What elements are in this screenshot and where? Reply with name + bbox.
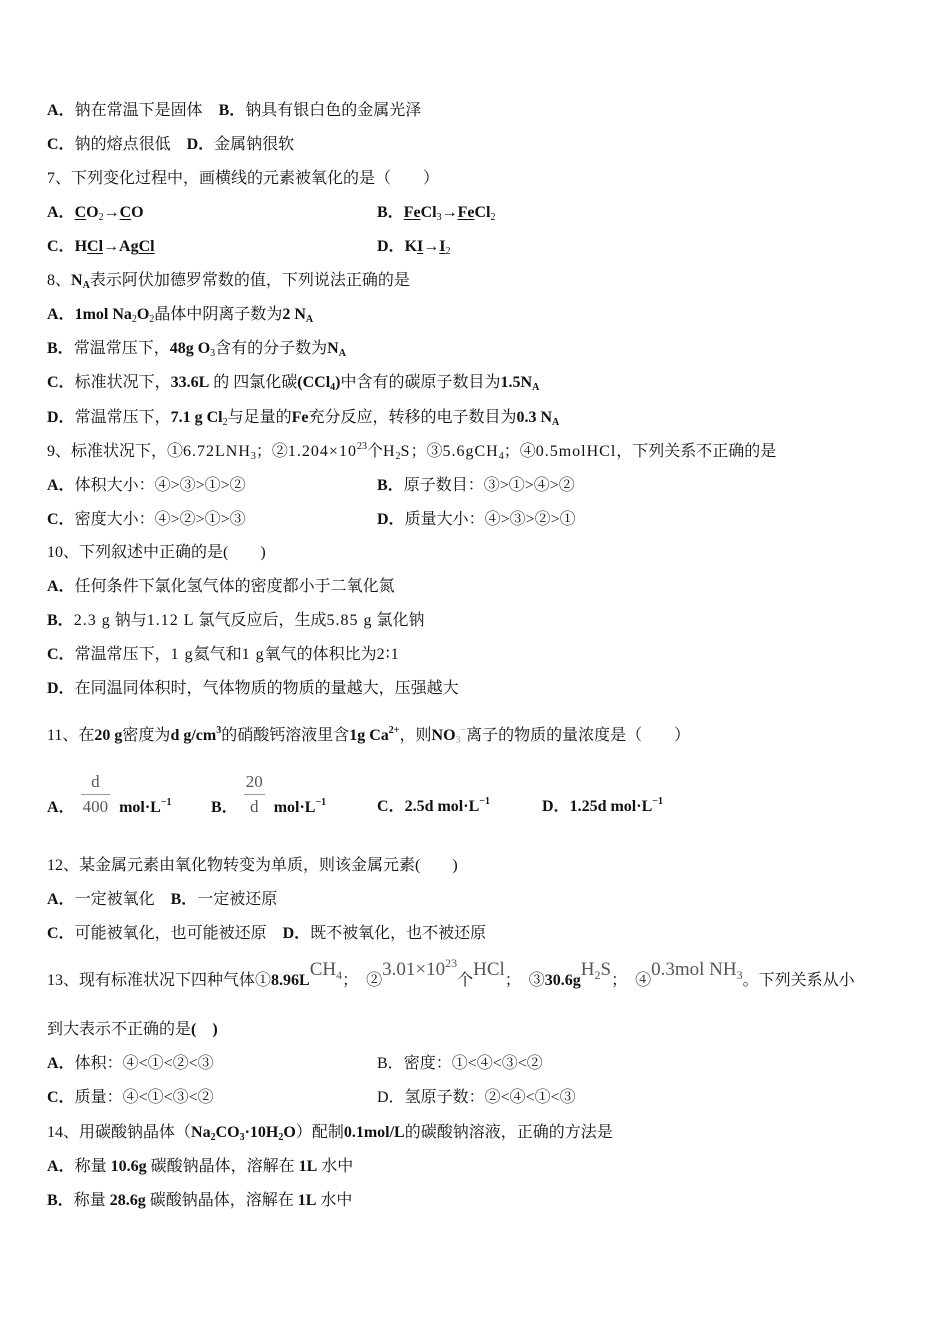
text-run: 6.72LNH xyxy=(183,443,251,460)
underlined-symbol: C xyxy=(74,204,87,221)
q8-option-c xyxy=(47,372,539,394)
text-run: 水中 xyxy=(317,1158,354,1175)
text-run: 2.3 g xyxy=(73,612,111,629)
text-run: B． xyxy=(218,102,246,119)
text-run: Fe xyxy=(291,409,309,426)
text-run: 2 N xyxy=(282,306,306,323)
text-run: D． xyxy=(542,798,570,815)
text-run: (CCl xyxy=(297,374,331,391)
text-run: 1mol Na xyxy=(74,306,132,323)
q7-option-a xyxy=(47,202,144,224)
superscript: 23 xyxy=(356,441,367,452)
text-run: 表示阿伏加德罗常数的值，下列说法正确的是 xyxy=(89,272,410,289)
text-run: A． xyxy=(47,1158,75,1175)
text-run: ( ) xyxy=(191,1021,218,1038)
text-run: O xyxy=(86,204,99,221)
text-run: C． xyxy=(47,136,75,153)
text-run: Cl xyxy=(474,204,491,221)
text-run: 常温常压下， xyxy=(74,409,171,426)
text-run: B． xyxy=(377,1055,404,1072)
formula-text: 3.01×10 xyxy=(382,959,446,980)
text-run: ) xyxy=(335,374,341,391)
q13-option-a xyxy=(47,1053,214,1075)
text-run: K xyxy=(404,238,418,255)
text-run: 8、 xyxy=(47,272,72,289)
text-run: 常温常压下， xyxy=(73,340,170,357)
text-run: 氦气和 xyxy=(193,646,242,663)
text-run: D． xyxy=(377,1089,405,1106)
subscript: 3 xyxy=(250,451,256,462)
q11-option-c xyxy=(377,796,490,818)
underlined-symbol: I xyxy=(417,238,424,255)
text-run: 。下列关系从小 xyxy=(742,972,855,989)
text-run: C． xyxy=(377,798,405,815)
q13-option-d xyxy=(377,1087,576,1109)
formula-text: H xyxy=(580,959,595,980)
text-run: 8.96L xyxy=(271,972,310,989)
text-run: 11、在 xyxy=(47,727,95,744)
text-run: H xyxy=(74,238,88,255)
formula-text: HCl xyxy=(473,959,505,980)
q7-stem xyxy=(47,168,439,190)
text-run: 氧气的体积比为 xyxy=(264,646,377,663)
q14-option-a xyxy=(47,1156,353,1178)
text-run: B． xyxy=(47,612,74,629)
text-run: A． xyxy=(47,1055,75,1072)
text-run: 2.5d mol·L xyxy=(404,798,480,815)
text-run: 个 xyxy=(366,443,383,460)
q10-stem xyxy=(47,542,266,564)
text-run: mol·L xyxy=(269,799,316,816)
subscript: A xyxy=(338,348,346,359)
text-run: → xyxy=(423,238,440,255)
text-run: C． xyxy=(47,646,75,663)
text-run: D． xyxy=(377,238,405,255)
text-run: → xyxy=(103,238,120,255)
text-run: D． xyxy=(377,511,405,528)
q8-option-d xyxy=(47,407,559,429)
text-run: S xyxy=(400,443,411,460)
text-run: ·10H xyxy=(244,1124,279,1141)
text-run: 体积大小：④>③>①>② xyxy=(74,477,246,494)
text-run: A． xyxy=(47,477,75,494)
text-run: 的碳酸钠溶液，正确的方法是 xyxy=(404,1124,613,1141)
text-run: → xyxy=(441,204,458,221)
text-run: 5.85 g xyxy=(326,612,373,629)
text-run: 密度为 xyxy=(122,727,171,744)
q12-stem xyxy=(47,855,458,877)
text-run: 0.3 N xyxy=(516,409,553,426)
text-run: 9、标准状况下，① xyxy=(47,443,184,460)
q10-option-b xyxy=(47,610,425,632)
q12-options-cd xyxy=(47,923,486,945)
subscript: A xyxy=(305,314,314,325)
text-run: 7.1 g Cl xyxy=(170,409,223,426)
text-run: C． xyxy=(47,238,75,255)
text-run: mol·L xyxy=(115,799,161,816)
subscript: A xyxy=(552,417,560,428)
text-run: 水中 xyxy=(316,1192,353,1209)
superscript: − xyxy=(460,725,467,736)
text-run: d g/cm xyxy=(170,727,217,744)
q11-option-a xyxy=(47,770,172,819)
text-run: 在同温同体积时，气体物质的物质的量越大，压强越大 xyxy=(74,680,459,697)
fraction xyxy=(244,770,265,819)
text-run: NO xyxy=(431,727,456,744)
formula-text: 0.3mol NH xyxy=(651,959,737,980)
text-run: B． xyxy=(170,891,198,908)
text-run: 10、下列叙述中正确的是( ) xyxy=(47,544,266,561)
text-run: A． xyxy=(47,306,75,323)
subscript: 2 xyxy=(395,451,401,462)
q11-option-d xyxy=(542,796,663,818)
q13-option-b xyxy=(377,1053,543,1075)
text-run: 称量 xyxy=(73,1192,110,1209)
underlined-symbol: Cl xyxy=(138,238,155,255)
subscript: A xyxy=(82,280,90,291)
subscript: 2 xyxy=(98,212,104,223)
text-run: 钠的熔点很低 xyxy=(74,136,187,153)
superscript: −1 xyxy=(479,796,490,807)
underlined-symbol: I xyxy=(439,238,446,255)
q7-option-d xyxy=(377,236,450,258)
text-run: B． xyxy=(377,477,404,494)
subscript: A xyxy=(532,382,540,393)
text-run: 13、现有标准状况下四种气体① xyxy=(47,972,272,989)
text-run: N xyxy=(71,272,83,289)
text-run: 一定被还原 xyxy=(197,891,278,908)
text-run: N xyxy=(327,340,339,357)
text-run: 常温常压下， xyxy=(74,646,171,663)
text-run: Na xyxy=(191,1124,211,1141)
superscript: −1 xyxy=(315,797,327,808)
text-run: 1.12 L xyxy=(146,612,195,629)
q7-option-c xyxy=(47,236,155,258)
text-run: ，下列关系不正确的是 xyxy=(616,443,777,460)
text-run: ； ③ xyxy=(504,972,545,989)
text-run: C． xyxy=(47,925,75,942)
subscript: 2 xyxy=(210,1132,216,1143)
text-run: 5.6gCH xyxy=(442,443,499,460)
subscript: 4 xyxy=(498,451,504,462)
text-run: → xyxy=(103,204,120,221)
q7-option-b xyxy=(377,202,495,224)
text-run: 称量 xyxy=(74,1158,111,1175)
text-run: 钠在常温下是固体 xyxy=(74,102,219,119)
subscript: 4 xyxy=(336,968,343,982)
text-run: 标准状况下， xyxy=(74,374,171,391)
text-run: 1 g xyxy=(170,646,194,663)
q10-option-c xyxy=(47,644,400,666)
subscript: 3 xyxy=(210,348,216,359)
text-run: 体积：④<①<②<③ xyxy=(74,1055,214,1072)
subscript: 3 xyxy=(455,735,461,746)
text-run: O xyxy=(283,1124,296,1141)
text-run: 1.25d mol·L xyxy=(569,798,653,815)
text-run: O xyxy=(136,306,150,323)
q8-option-a xyxy=(47,304,313,326)
text-run: 到大表示不正确的是 xyxy=(47,1021,192,1038)
q6-options-cd xyxy=(47,134,294,156)
q10-option-d xyxy=(47,678,459,700)
subscript: 3 xyxy=(239,1132,245,1143)
text-run: 氯化钠 xyxy=(372,612,425,629)
fraction-denominator: 400 xyxy=(82,797,109,816)
text-run: A． xyxy=(47,891,75,908)
text-run: A． xyxy=(47,102,75,119)
text-run: Cl xyxy=(420,204,437,221)
text-run: 质量：④<①<③<② xyxy=(74,1089,214,1106)
text-run: A． xyxy=(47,578,75,595)
superscript: 2+ xyxy=(388,725,400,736)
text-run: 钠与 xyxy=(110,612,147,629)
text-run: 原子数目：③>①>④>② xyxy=(403,477,575,494)
superscript: 3 xyxy=(216,725,222,736)
q13-option-c xyxy=(47,1087,214,1109)
subscript: 2 xyxy=(278,1132,284,1143)
text-run: O xyxy=(131,204,144,221)
q9-stem xyxy=(47,441,776,463)
text-run: ； ② xyxy=(342,972,383,989)
text-run: A． xyxy=(47,799,75,816)
superscript: 23 xyxy=(445,956,458,970)
subscript: 2 xyxy=(222,417,228,428)
subscript: 3 xyxy=(436,212,442,223)
subscript: 2 xyxy=(490,212,496,223)
text-run: ； ④ xyxy=(611,972,652,989)
formula-text: CH xyxy=(309,959,337,980)
text-run: 1L xyxy=(297,1192,317,1209)
q9-option-c xyxy=(47,509,246,531)
text-run: ）配制 xyxy=(295,1124,344,1141)
q13-stem-line1 xyxy=(47,956,855,992)
text-run: 一定被氧化 xyxy=(74,891,171,908)
text-run: D． xyxy=(186,136,215,153)
fraction-numerator: d xyxy=(81,770,111,795)
q11-option-b xyxy=(211,770,326,819)
subscript: 2 xyxy=(445,246,451,257)
text-run: 金属钠很软 xyxy=(214,136,295,153)
text-run: C． xyxy=(47,1089,75,1106)
q9-option-a xyxy=(47,475,246,497)
text-run: 含有的分子数为 xyxy=(215,340,328,357)
subscript: 2 xyxy=(594,968,601,982)
text-run: 晶体中阴离子数为 xyxy=(154,306,283,323)
text-run: 20 g xyxy=(94,727,123,744)
text-run: CO xyxy=(215,1124,240,1141)
text-run: 0.5molHCl xyxy=(535,443,617,460)
subscript: 4 xyxy=(330,382,336,393)
underlined-symbol: Fe xyxy=(457,204,475,221)
text-run: ；③ xyxy=(410,443,443,460)
text-run: 与足量的 xyxy=(227,409,292,426)
text-run: 碳酸钠晶体，溶解在 xyxy=(145,1192,298,1209)
q8-stem xyxy=(47,270,410,292)
text-run: D． xyxy=(47,680,75,697)
text-run: 个 xyxy=(457,972,474,989)
text-run: 12、某金属元素由氧化物转变为单质，则该金属元素( ) xyxy=(47,857,458,874)
text-run: 33.6L xyxy=(170,374,210,391)
text-run: 可能被氧化，也可能被还原 xyxy=(74,925,283,942)
text-run: 密度大小：④>②>①>③ xyxy=(74,511,246,528)
subscript: 2 xyxy=(149,314,155,325)
text-run: 的 四氯化碳 xyxy=(209,374,298,391)
formula-text: S xyxy=(600,959,612,980)
text-run: 充分反应，转移的电子数目为 xyxy=(308,409,517,426)
q9-option-d xyxy=(377,509,576,531)
text-run: B． xyxy=(47,340,74,357)
q13-stem-line2 xyxy=(47,1019,218,1041)
text-run: 48g O xyxy=(169,340,211,357)
text-run: D． xyxy=(47,409,75,426)
text-run: 10.6g xyxy=(110,1158,147,1175)
text-run: 1.204×10 xyxy=(287,443,357,460)
text-run: 的硝酸钙溶液里含 xyxy=(221,727,350,744)
text-run: 钠具有银白色的金属光泽 xyxy=(245,102,422,119)
fraction xyxy=(81,770,111,819)
fraction-denominator: d xyxy=(249,797,259,816)
text-run: 2∶1 xyxy=(376,646,400,663)
superscript: −1 xyxy=(160,797,172,808)
text-run: ；② xyxy=(255,443,288,460)
text-run: 中含有的碳原子数目为 xyxy=(340,374,501,391)
text-run: ，则 xyxy=(399,727,432,744)
text-run: 碳酸钠晶体，溶解在 xyxy=(146,1158,299,1175)
fraction-numerator: 20 xyxy=(244,770,265,795)
q14-option-b xyxy=(47,1190,352,1212)
text-run: 质量大小：④>③>②>① xyxy=(404,511,576,528)
subscript: 2 xyxy=(131,314,137,325)
text-run: 14、用碳酸钠晶体（ xyxy=(47,1124,192,1141)
q6-options-ab xyxy=(47,100,421,122)
text-run: D． xyxy=(282,925,311,942)
subscript: 3 xyxy=(736,968,743,982)
q9-option-b xyxy=(377,475,575,497)
text-run: 1g Ca xyxy=(349,727,389,744)
text-run: C． xyxy=(47,511,75,528)
text-run: 0.1mol/L xyxy=(343,1124,405,1141)
text-run: Ag xyxy=(119,238,139,255)
underlined-symbol: Fe xyxy=(403,204,421,221)
text-run: H xyxy=(382,443,396,460)
text-run: 1.5N xyxy=(500,374,533,391)
text-run: 1 g xyxy=(241,646,265,663)
text-run: B． xyxy=(211,799,238,816)
q8-option-b xyxy=(47,338,346,360)
text-run: 30.6g xyxy=(544,972,581,989)
text-run: 密度：①<④<③<② xyxy=(403,1055,543,1072)
q10-option-a xyxy=(47,576,395,598)
text-run: 离子的物质的量浓度是（ ） xyxy=(466,727,691,744)
text-run: 氢原子数：②<④<①<③ xyxy=(404,1089,576,1106)
text-run: 氯气反应后，生成 xyxy=(194,612,327,629)
text-run: 既不被氧化，也不被还原 xyxy=(310,925,487,942)
q14-stem xyxy=(47,1122,613,1144)
text-run: 7、下列变化过程中，画横线的元素被氧化的是（ ） xyxy=(47,170,440,187)
q12-options-ab xyxy=(47,889,277,911)
text-run: ；④ xyxy=(503,443,536,460)
q11-stem xyxy=(47,725,690,747)
text-run: B． xyxy=(377,204,404,221)
text-run: 28.6g xyxy=(109,1192,146,1209)
text-run: 任何条件下氯化氢气体的密度都小于二氧化氮 xyxy=(74,578,395,595)
text-run: C． xyxy=(47,374,75,391)
superscript: −1 xyxy=(652,796,663,807)
text-run: B． xyxy=(47,1192,74,1209)
text-run: A． xyxy=(47,204,75,221)
underlined-symbol: C xyxy=(119,204,132,221)
text-run: 1L xyxy=(298,1158,318,1175)
underlined-symbol: Cl xyxy=(87,238,104,255)
